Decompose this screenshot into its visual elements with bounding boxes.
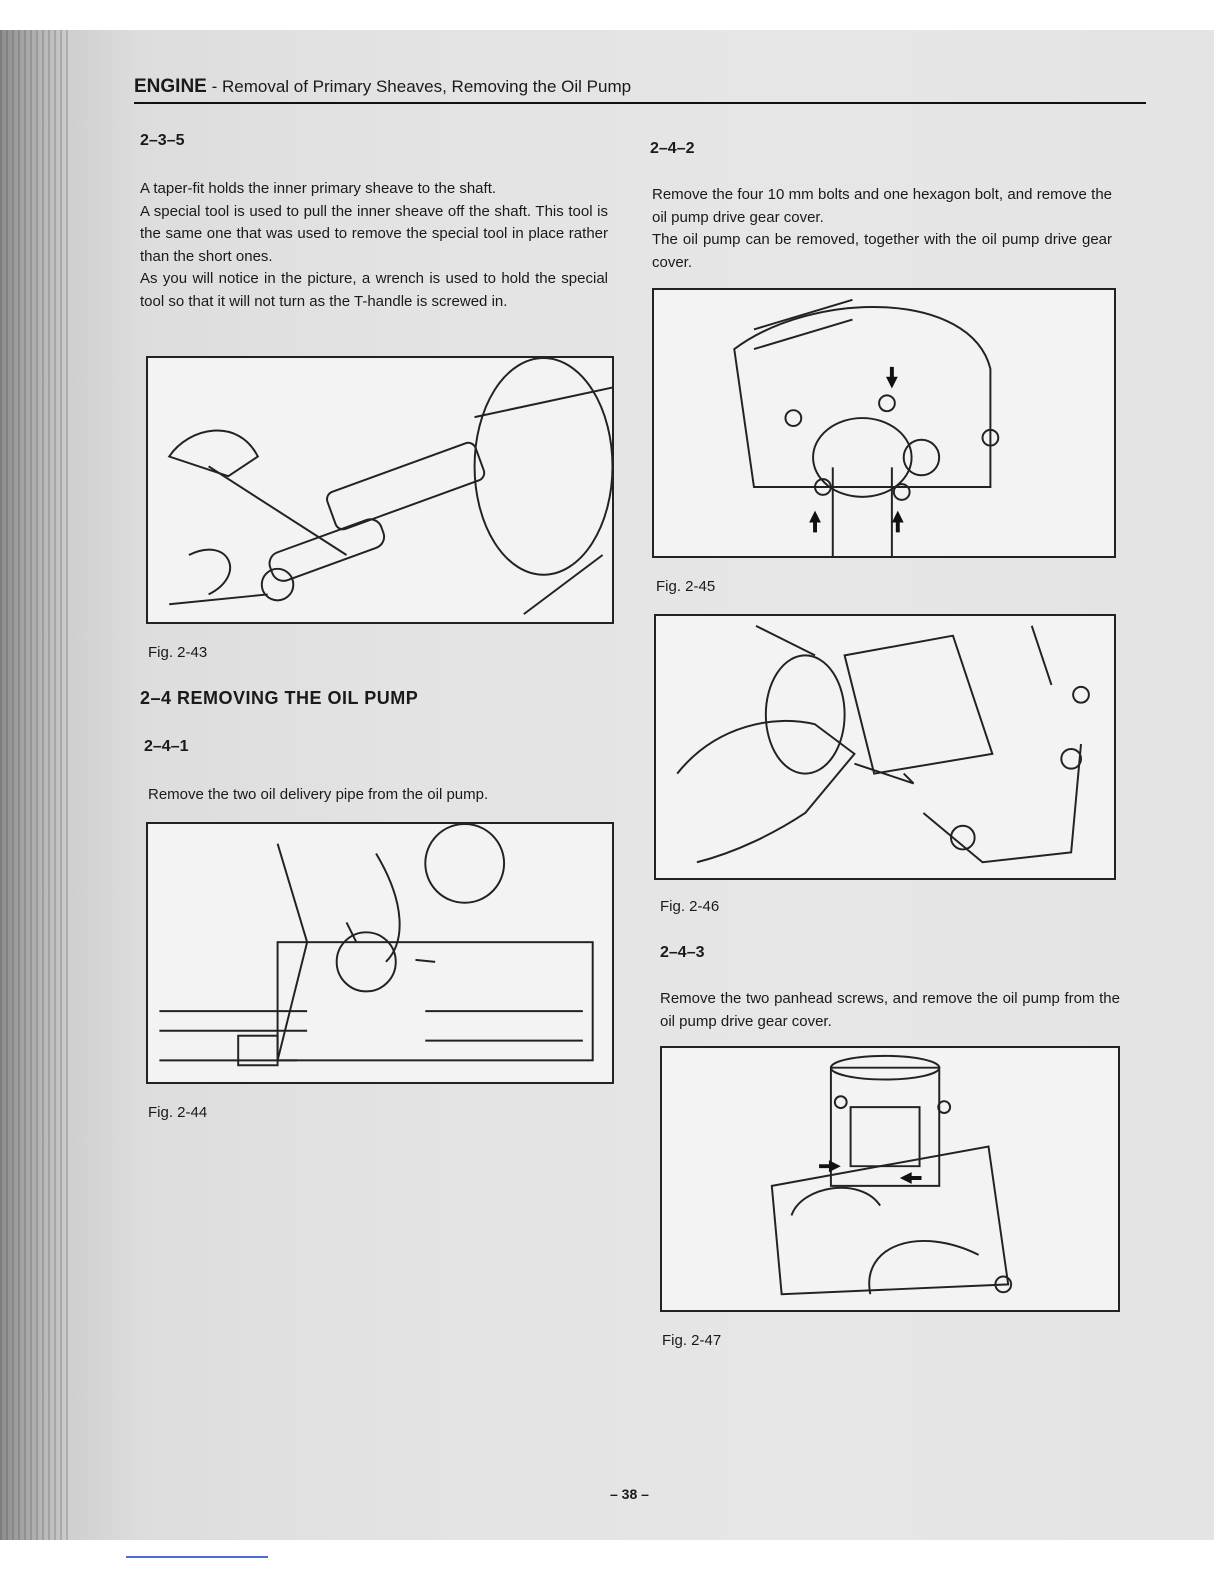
figure-2-44-illustration xyxy=(148,824,612,1082)
para-2-4-1: Remove the two oil delivery pipe from the oil pump. xyxy=(148,786,489,803)
caption-fig-2-45: Fig. 2-45 xyxy=(656,578,716,595)
figure-2-44 xyxy=(146,822,614,1084)
header-title: - Removal of Primary Sheaves, Removing the Oil Pump xyxy=(206,77,632,96)
section-2-4-1: 2–4–1 xyxy=(144,738,189,755)
caption-fig-2-46: Fig. 2-46 xyxy=(660,898,720,915)
para-2-3-5 xyxy=(140,178,608,313)
para-2-4-3: Remove the two panhead screws, and remove the oil pump from the oil pump drive gear cover. xyxy=(660,990,1120,1030)
page-header xyxy=(134,76,1146,104)
figure-2-43 xyxy=(146,356,614,624)
para-2-3-5-line-2: A special tool is used to pull the inner sheave off the shaft. This tool is the same one that was used to remove the special tool in place rather than the short ones. xyxy=(140,202,608,265)
figure-2-47 xyxy=(660,1046,1120,1312)
para-2-3-5-line-3: As you will notice in the picture, a wrench is used to hold the special tool so that it will not turn as the T-handle is screwed in. xyxy=(140,270,608,310)
underline-artifact xyxy=(126,1556,268,1558)
figure-2-45-illustration xyxy=(654,290,1114,556)
para-2-4-2-line-1: Remove the four 10 mm bolts and one hexagon bolt, and remove the oil pump drive gear cover. xyxy=(652,186,1112,226)
caption-fig-2-47: Fig. 2-47 xyxy=(662,1332,722,1349)
para-2-3-5-line-1: A taper-fit holds the inner primary sheave to the shaft. xyxy=(140,180,497,197)
section-2-4-3: 2–4–3 xyxy=(660,944,705,961)
section-2-4-2: 2–4–2 xyxy=(650,140,695,157)
heading-2-4: 2–4 REMOVING THE OIL PUMP xyxy=(140,688,419,708)
figure-2-47-illustration xyxy=(662,1048,1118,1310)
caption-fig-2-44: Fig. 2-44 xyxy=(148,1104,208,1121)
para-2-4-2 xyxy=(652,184,1112,274)
figure-2-46 xyxy=(654,614,1116,880)
figure-2-46-illustration xyxy=(656,616,1114,878)
caption-fig-2-43: Fig. 2-43 xyxy=(148,644,208,661)
book-spine-shadow xyxy=(0,30,70,1540)
figure-2-45 xyxy=(652,288,1116,558)
section-2-3-5: 2–3–5 xyxy=(140,132,185,149)
para-2-4-2-line-2: The oil pump can be removed, together with the oil pump drive gear cover. xyxy=(652,231,1112,271)
header-engine-label: ENGINE xyxy=(134,76,207,97)
figure-2-43-illustration xyxy=(148,358,612,622)
page-number: – 38 – xyxy=(610,1486,649,1502)
